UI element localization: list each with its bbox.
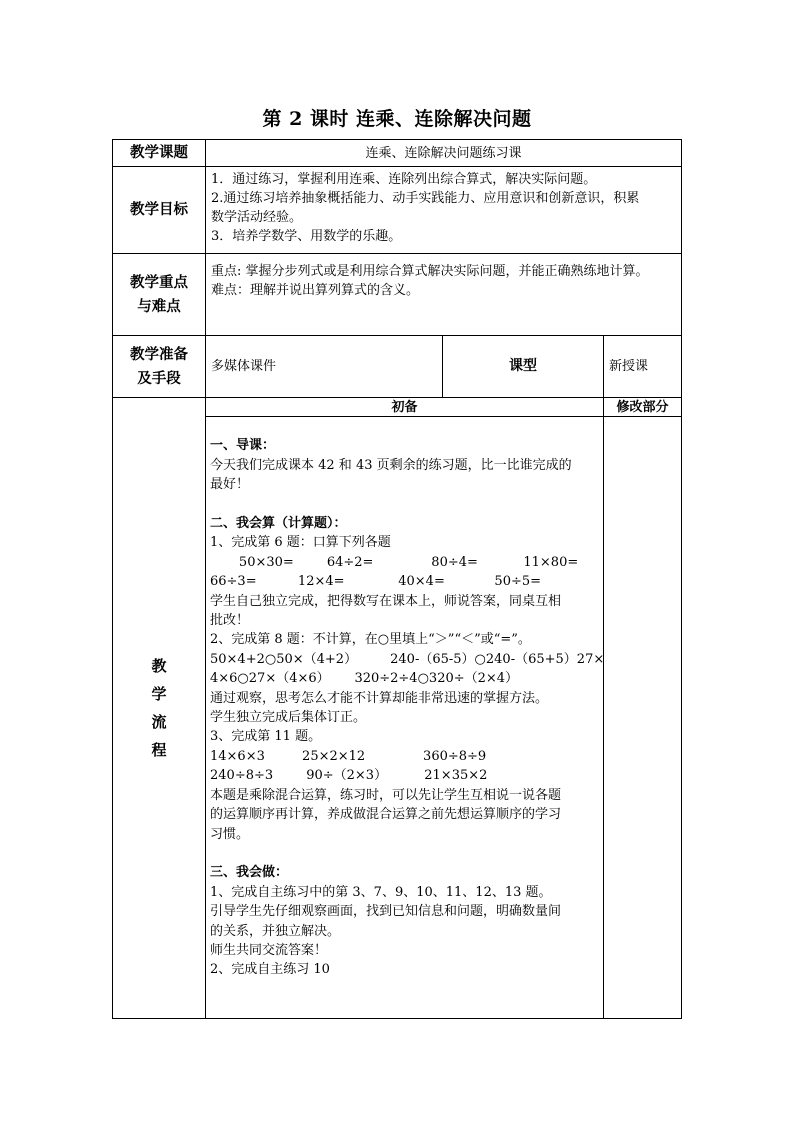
revise-content: [604, 417, 682, 1019]
keypoints-label-line: 教学重点: [130, 273, 188, 291]
flow-line: 批改！: [210, 613, 250, 629]
flow-content: [206, 417, 604, 1019]
flow-line: 引导学生先仔细观察画面，找到已知信息和问题，明确数量间: [210, 904, 562, 920]
flow-line: 的运算顺序再计算，养成做混合运算之前先想运算顺序的学习: [210, 807, 562, 823]
prep-label-line: 教学准备: [130, 345, 188, 363]
revise-header: 修改部分: [604, 398, 682, 417]
flow-label-char: 教: [151, 657, 167, 675]
flow-line: 1、完成第 6 题：口算下列各题: [210, 535, 391, 551]
flow-label-char: 程: [151, 741, 167, 759]
flow-line: 1、完成自主练习中的第 3、7、9、10、11、12、13 题。: [210, 884, 552, 900]
flow-line: 习惯。: [210, 826, 250, 842]
flow-line: 2、完成第 8 题：不计算，在○里填上“＞”“＜”或“=”。: [210, 632, 531, 648]
type-value: 新授课: [604, 336, 682, 398]
keypoint-line: 难点：理解并说出算列算式的含义。: [211, 283, 420, 298]
goal-line: 数学活动经验。: [211, 210, 303, 225]
topic-value: 连乘、连除解决问题练习课: [206, 140, 682, 167]
goals-row: [113, 167, 682, 254]
keypoints-cell: [206, 254, 682, 336]
flow-line: 240÷8÷3 90÷（2×3） 21×35×2: [210, 768, 488, 784]
flow-line: 3、完成第 11 题。: [210, 729, 322, 745]
flow-line: 2、完成自主练习 10: [210, 962, 330, 978]
page-title: 第 2 课时 连乘、连除解决问题: [262, 108, 532, 130]
flow-label: [113, 398, 206, 1019]
flow-line: 的关系，并独立解决。: [210, 923, 341, 939]
keypoints-label: [113, 254, 206, 336]
keypoints-row: [113, 254, 682, 336]
flow-line: 学生独立完成后集体订正。: [210, 710, 367, 726]
lesson-plan-table: [112, 139, 682, 1019]
type-label: 课型: [443, 336, 604, 398]
section-heading: 二、我会算（计算题）：: [210, 516, 347, 531]
flow-line: 本题是乘除混合运算，练习时，可以先让学生互相说一说各题: [210, 787, 562, 803]
flow-label-char: 学: [151, 685, 167, 703]
flow-line: 50×4+2○50×（4+2） 240-（65-5）○240-（65+5）27×: [210, 651, 605, 667]
prep-label: [113, 336, 206, 398]
goals-cell: [206, 167, 682, 254]
goal-line: 1．通过练习，掌握利用连乘、连除列出综合算式，解决实际问题。: [211, 172, 597, 187]
section-heading: 一、导课：: [210, 438, 276, 454]
flow-line: 今天我们完成课本 42 和 43 页剩余的练习题，比一比谁完成的: [210, 457, 572, 473]
flow-label-char: 流: [151, 713, 167, 731]
blank-line: [210, 844, 599, 863]
flow-header-row: [113, 398, 682, 417]
flow-line: 50×30= 64÷2= 80÷4= 11×80=: [210, 554, 579, 570]
goal-line: 2.通过练习培养抽象概括能力、动手实践能力、应用意识和创新意识，积累: [211, 191, 640, 206]
goal-line: 3．培养学数学、用数学的乐趣。: [211, 229, 402, 244]
prep-label-line: 及手段: [137, 369, 181, 387]
flow-line: 通过观察，思考怎么才能不计算却能非常迅速的掌握方法。: [210, 690, 549, 706]
prep-value: 多媒体课件: [206, 336, 443, 398]
topic-label: 教学课题: [113, 140, 206, 167]
flow-line: 学生自己独立完成，把得数写在课本上，师说答案，同桌互相: [210, 593, 562, 609]
keypoints-label-line: 与难点: [137, 297, 181, 315]
flow-line: 最好！: [210, 477, 250, 493]
flow-line: 66÷3= 12×4= 40×4= 50÷5=: [210, 574, 542, 590]
blank-line: [210, 495, 599, 514]
section-heading: 三、我会做：: [210, 865, 289, 881]
draft-header: 初备: [206, 398, 604, 417]
flow-line: 14×6×3 25×2×12 360÷8÷9: [210, 748, 487, 764]
keypoint-line: 重点: 掌握分步列式或是利用综合算式解决实际问题，并能正确熟练地计算。: [211, 264, 649, 279]
blank-line: [210, 417, 599, 436]
prep-row: [113, 336, 682, 398]
goals-label: 教学目标: [113, 167, 206, 254]
topic-row: [113, 140, 682, 167]
flow-line: 4×6○27×（4×6） 320÷2÷4○320÷（2×4）: [210, 671, 519, 687]
flow-line: 师生共同交流答案！: [210, 942, 328, 958]
